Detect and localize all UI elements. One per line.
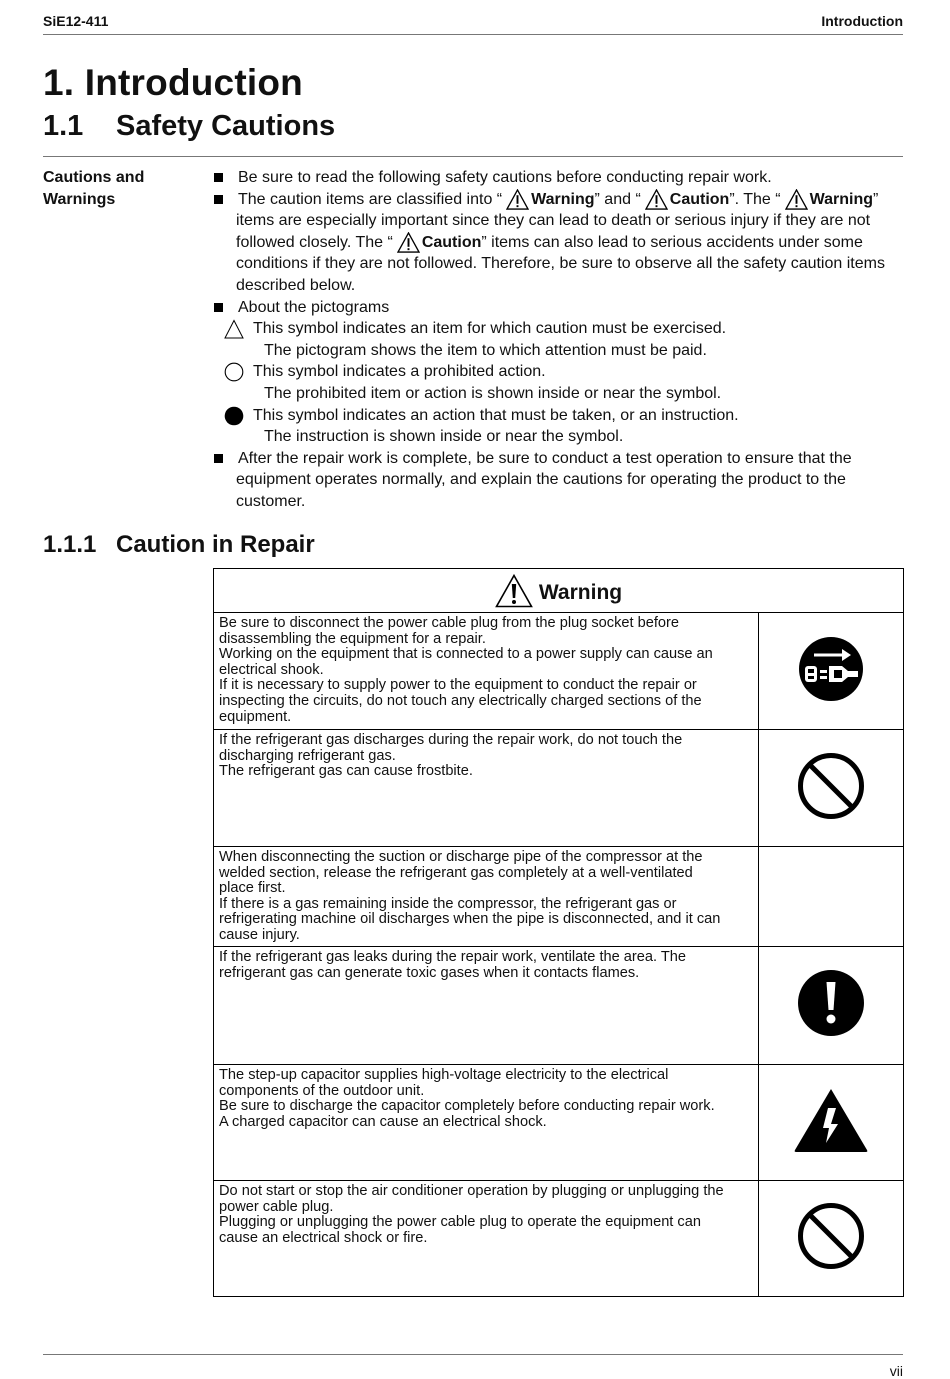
pictogram-prohibited-row xyxy=(213,361,903,383)
row-line: electrical shook. xyxy=(219,661,324,678)
warning-header-text: Warning xyxy=(538,580,623,604)
caution-label: Caution xyxy=(421,233,482,251)
caution-triangle-icon xyxy=(224,319,244,339)
side-label xyxy=(43,167,193,211)
bullet-continuation xyxy=(213,232,903,254)
square-bullet-icon xyxy=(214,454,223,463)
bullet-text: ” xyxy=(873,190,879,208)
table-row xyxy=(214,947,904,1065)
header-divider xyxy=(43,34,903,35)
warning-label: Warning xyxy=(531,190,595,208)
bullet-item xyxy=(213,167,903,189)
row-line: inspecting the circuits, do not touch any electrically charged sections of the xyxy=(219,692,702,709)
row-icon-cell xyxy=(759,730,904,847)
bullet-text: After the repair work is complete, be sure to conduct a test operation to ensure that the xyxy=(238,449,852,467)
side-label-line: Cautions and xyxy=(43,169,145,186)
section-title xyxy=(43,110,335,143)
row-text xyxy=(214,613,759,730)
subsection-text: Caution in Repair xyxy=(116,531,315,558)
table-row xyxy=(214,1181,904,1297)
square-bullet-icon xyxy=(214,195,223,204)
subsection-title xyxy=(43,531,315,559)
row-line: The step-up capacitor supplies high-voltage electricity to the electrical xyxy=(219,1067,669,1083)
side-label-line: Warnings xyxy=(43,191,116,208)
table-row xyxy=(214,847,904,947)
chapter-title xyxy=(43,62,303,104)
pictogram-note: The instruction is shown inside or near the symbol. xyxy=(264,428,624,446)
table-row xyxy=(214,1065,904,1181)
row-line: Be sure to discharge the capacitor completely before conducting repair work. xyxy=(219,1098,715,1115)
row-line: place first. xyxy=(219,880,286,897)
section-number: 1.1 xyxy=(43,110,84,142)
warning-label: Warning xyxy=(809,190,874,208)
pictogram-text: This symbol indicates an item for which caution must be exercised. xyxy=(253,320,727,338)
row-icon-cell xyxy=(759,613,904,730)
row-line: If it is necessary to supply power to the equipment to conduct the repair or xyxy=(219,677,697,694)
row-line: If the refrigerant gas discharges during the repair work, do not touch the xyxy=(219,732,683,748)
unplug-icon xyxy=(798,636,864,702)
warning-triangle-icon xyxy=(785,189,808,210)
bullet-continuation: conditions if they are not followed. Therefore, be sure to observe all the safety caution items xyxy=(236,255,885,273)
row-line: Do not start or stop the air conditioner operation by plugging or unplugging the xyxy=(219,1183,724,1199)
row-text xyxy=(214,1181,759,1297)
pictogram-caution-row xyxy=(213,318,903,340)
chapter-number: 1. xyxy=(43,62,75,103)
footer-divider xyxy=(43,1354,903,1355)
row-line: components of the outdoor unit. xyxy=(219,1082,425,1099)
pictogram-text: This symbol indicates an action that must be taken, or an instruction. xyxy=(253,406,739,424)
row-line: equipment. xyxy=(219,708,292,725)
row-line: If there is a gas remaining inside the compressor, the refrigerant gas or xyxy=(219,895,677,912)
row-line: refrigerating machine oil discharges when the pipe is disconnected, and it can xyxy=(219,911,721,928)
row-line: power cable plug. xyxy=(219,1198,334,1215)
bullet-continuation: items are especially important since they can lead to death or serious injury if they are not xyxy=(236,212,871,230)
bullet-text: About the pictograms xyxy=(238,298,390,316)
row-text xyxy=(214,730,759,847)
square-bullet-icon xyxy=(214,173,223,182)
prohibited-circle-icon xyxy=(224,362,244,382)
row-icon-cell xyxy=(759,947,904,1065)
caution-label: Caution xyxy=(669,190,730,208)
row-line: cause an electrical shock or fire. xyxy=(219,1229,428,1246)
table-row xyxy=(214,613,904,730)
row-line: disassembling the equipment for a repair. xyxy=(219,630,486,647)
row-line: Be sure to disconnect the power cable plug from the plug socket before xyxy=(219,615,679,631)
caution-triangle-icon xyxy=(645,189,668,210)
row-icon-cell xyxy=(759,1065,904,1181)
document-code: SiE12-411 xyxy=(43,13,109,29)
pictogram-instruction-row xyxy=(213,405,903,427)
row-line: If the refrigerant gas leaks during the repair work, ventilate the area. The xyxy=(219,949,686,965)
row-line: refrigerant gas can generate toxic gases when it contacts flames. xyxy=(219,964,640,981)
mandatory-action-icon xyxy=(797,969,865,1037)
prohibited-icon xyxy=(797,1202,865,1270)
caution-triangle-icon xyxy=(397,232,420,253)
pictogram-text: This symbol indicates a prohibited action. xyxy=(253,363,546,381)
bullet-continuation: described below. xyxy=(236,276,356,294)
bullet-item xyxy=(213,189,903,211)
warning-triangle-icon xyxy=(506,189,529,210)
pictogram-note: The prohibited item or action is shown inside or near the symbol. xyxy=(264,384,722,402)
bullet-continuation: equipment operates normally, and explain the cautions for operating the product to the xyxy=(236,471,846,489)
bullet-text: ” items can also lead to serious accidents under some xyxy=(481,233,863,251)
row-line: discharging refrigerant gas. xyxy=(219,747,396,764)
bullet-text: followed closely. The “ xyxy=(236,233,393,251)
row-line: Plugging or unplugging the power cable plug to operate the equipment can xyxy=(219,1214,701,1231)
prohibited-icon xyxy=(797,752,865,820)
square-bullet-icon xyxy=(214,303,223,312)
row-line: welded section, release the refrigerant gas completely at a well-ventilated xyxy=(219,864,693,881)
row-icon-cell xyxy=(759,1181,904,1297)
bullet-item xyxy=(213,448,903,470)
bullet-text: The caution items are classified into “ xyxy=(238,190,503,208)
chapter-text: Introduction xyxy=(84,62,303,103)
bullet-continuation: customer. xyxy=(236,492,306,510)
row-line: A charged capacitor can cause an electrical shock. xyxy=(219,1113,547,1130)
row-text xyxy=(214,847,759,947)
instruction-filled-circle-icon xyxy=(224,406,244,426)
subsection-number: 1.1.1 xyxy=(43,531,97,558)
row-text xyxy=(214,1065,759,1181)
caution-in-repair-table xyxy=(213,568,904,1297)
bullet-text: Be sure to read the following safety cautions before conducting repair work. xyxy=(238,169,772,186)
pictogram-note: The pictogram shows the item to which attention must be paid. xyxy=(264,341,707,359)
bullet-text: ” and “ xyxy=(594,190,641,208)
row-line: Working on the equipment that is connected to a power supply can cause an xyxy=(219,646,713,663)
intro-body xyxy=(213,167,903,513)
page-number: vii xyxy=(889,1363,903,1379)
row-line: When disconnecting the suction or discharge pipe of the compressor at the xyxy=(219,849,703,865)
warning-header xyxy=(214,569,904,613)
row-icon-cell xyxy=(759,847,904,947)
warning-triangle-icon xyxy=(495,574,533,608)
bullet-text: ”. The “ xyxy=(729,190,781,208)
table-row xyxy=(214,730,904,847)
section-text: Safety Cautions xyxy=(116,110,336,142)
bullet-item xyxy=(213,297,903,319)
row-line: The refrigerant gas can cause frostbite. xyxy=(219,763,473,780)
high-voltage-icon xyxy=(793,1087,869,1153)
row-text xyxy=(214,947,759,1065)
section-divider xyxy=(43,156,903,157)
row-line: cause injury. xyxy=(219,926,300,943)
running-section-title: Introduction xyxy=(821,13,903,29)
